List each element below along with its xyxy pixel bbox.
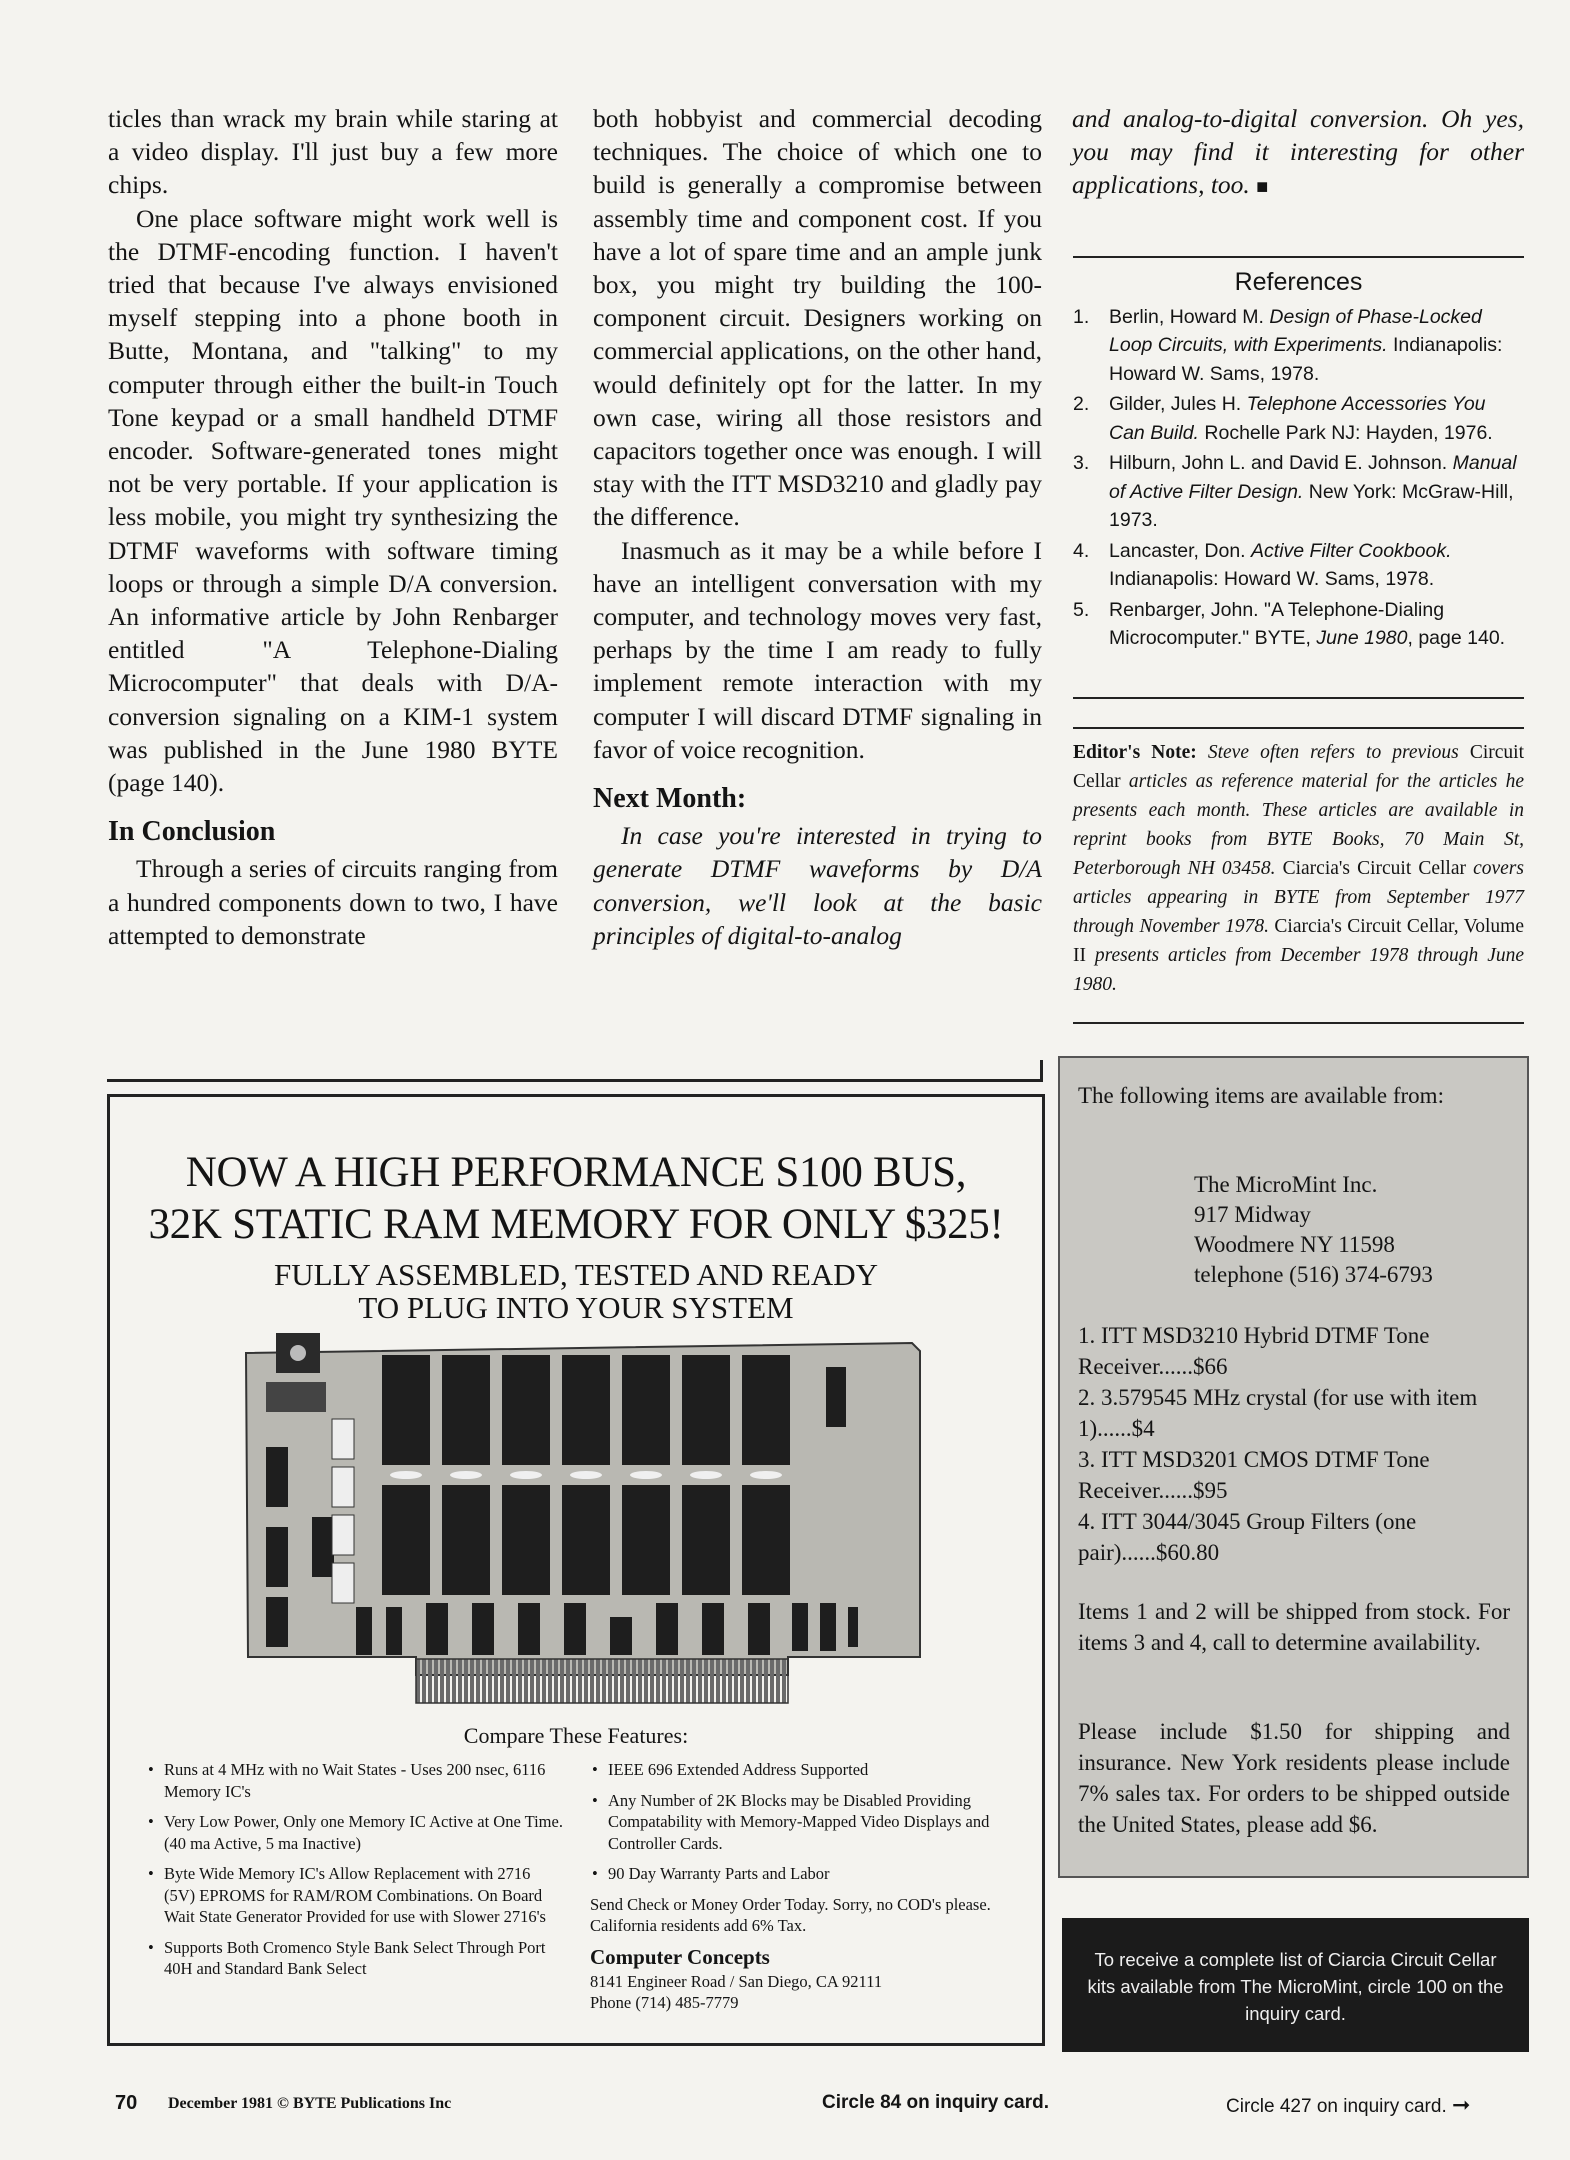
ad-headline-2: 32K STATIC RAM MEMORY FOR ONLY $325! [148, 1201, 1004, 1248]
reference-number: 2. [1073, 393, 1090, 415]
stock-note: Items 1 and 2 will be shipped from stock. For items 3 and 4, call to determine availability. [1078, 1599, 1510, 1655]
reference-number: 5. [1073, 598, 1090, 621]
reference-item [1073, 537, 1524, 594]
reference-author: Renbarger, John. "A Telephone-Dialing Microcomputer." BYTE, [1109, 598, 1445, 649]
editors-note-text: Ciarcia's Circuit Cellar, Volume II [1073, 916, 1524, 966]
reference-publisher: New York: McGraw-Hill, 1973. [1109, 480, 1514, 531]
ad-subhead-1: FULLY ASSEMBLED, TESTED AND READY [273, 1257, 878, 1292]
s100-memory-board-photo [236, 1327, 924, 1707]
article-bottom-rule [107, 1079, 1042, 1082]
col2-paragraph-1: both hobbyist and commercial decoding techniques. The choice of which one to build is generally a compromise between assembly time and component cost. If you have a lot of spare time and an ample junk box, you might try building the 100-component circuit. Designers working on commercial applications, on the other hand, would definitely opt for the latter. In my own case, wiring all those resistors and capacitors together once was enough. I will stay with the ITT MSD3210 and gladly pay the difference. [593, 104, 1042, 532]
col2-paragraph-3: In case you're interested in trying to generate DTMF waveforms by D/A conversion, we'll look at the basic principles of digital-to-analog [593, 821, 1042, 950]
order-item: 2. 3.579545 MHz crystal (for use with item 1)......$4 [1078, 1385, 1478, 1441]
ad-subhead-2: TO PLUG INTO YOUR SYSTEM [358, 1290, 794, 1325]
feature-item: • 90 Day Warranty Parts and Labor [590, 1863, 1008, 1885]
reference-item [1073, 303, 1524, 389]
address-line: 917 Midway [1194, 1202, 1311, 1227]
circle-84-inquiry: Circle 84 on inquiry card. [822, 2092, 1050, 2113]
col2-paragraph-2: Inasmuch as it may be a while before I have an intelligent conversation with my computer, and technology moves very fast, perhaps by the time I am ready to fully implement remote interaction with my computer I will discard DTMF signaling in favor of voice recognition. [593, 535, 1042, 764]
reference-title: Active Filter Cookbook. [1251, 539, 1452, 562]
features-right-list [590, 1759, 1008, 1885]
features-left-list [146, 1759, 564, 1980]
reference-publisher: Indianapolis: Howard W. Sams, 1978. [1109, 334, 1503, 385]
references-bottom-rule [1073, 697, 1524, 699]
reference-title: Manual of Active Filter Design. [1109, 452, 1517, 503]
company-phone: Phone (714) 485-7779 [590, 1993, 739, 2012]
feature-item: • Byte Wide Memory IC's Allow Replacement with 2716 (5V) EPROMS for RAM/ROM Combinations. On Board Wait State Generator Provided for use with Slower 2716's [146, 1863, 564, 1928]
order-note: Send Check or Money Order Today. Sorry, no COD's please. California residents add 6% Tax. [590, 1894, 991, 1935]
micromint-order-box [1058, 1056, 1529, 1878]
feature-item: • Runs at 4 MHz with no Wait States - Uses 200 nsec, 6116 Memory IC's [146, 1759, 564, 1802]
shipping-note: Please include $1.50 for shipping and insurance. New York residents please include 7% sales tax. For orders to be shipped outside the United States, please add $6. [1078, 1719, 1510, 1837]
address-line: Woodmere NY 11598 [1194, 1232, 1395, 1257]
order-item: 1. ITT MSD3210 Hybrid DTMF Tone Receiver......$66 [1078, 1323, 1430, 1379]
references-section [1073, 268, 1524, 655]
reference-author: Berlin, Howard M. [1109, 305, 1270, 328]
article-column-3 [1072, 102, 1524, 205]
address-line: The MicroMint Inc. [1194, 1172, 1378, 1197]
reference-item [1073, 596, 1524, 653]
reference-publisher: , page 140. [1407, 627, 1506, 649]
issue-line: December 1981 © BYTE Publications Inc [168, 2095, 452, 2112]
feature-item: • IEEE 696 Extended Address Supported [590, 1759, 1008, 1781]
feature-item: • Any Number of 2K Blocks may be Disabled Providing Compatability with Memory-Mapped Video Displays and Controller Cards. [590, 1790, 1008, 1855]
page-number: 70 [115, 2092, 138, 2114]
references-title: References [1234, 268, 1363, 296]
company-address: 8141 Engineer Road / San Diego, CA 92111 [590, 1971, 883, 1991]
reference-item [1073, 449, 1524, 535]
order-intro: The following items are available from: [1078, 1083, 1444, 1108]
ad-headline-1: NOW A HIGH PERFORMANCE S100 BUS, [185, 1149, 967, 1196]
reference-item [1073, 390, 1524, 447]
memory-board-advertisement [107, 1094, 1045, 2046]
editors-note-text: Ciarcia's Circuit Cellar [1282, 858, 1466, 879]
references-top-rule [1073, 256, 1524, 258]
editors-note-label: Editor's Note: [1073, 742, 1197, 763]
compare-features-heading: Compare These Features: [463, 1723, 689, 1748]
article-side-rule [1040, 1060, 1043, 1082]
references-list [1073, 303, 1524, 653]
editors-note-text: presents articles from December 1978 through June 1980. [1073, 945, 1524, 995]
reference-number: 3. [1073, 452, 1090, 474]
col1-paragraph-3: Through a series of circuits ranging from a hundred components down to two, I have attempted to demonstrate [108, 854, 558, 950]
reference-number: 1. [1073, 305, 1090, 328]
order-item: 3. ITT MSD3201 CMOS DTMF Tone Receiver......$95 [1078, 1447, 1430, 1503]
reference-author: Lancaster, Don. [1109, 539, 1252, 562]
circle-427-inquiry [1226, 2092, 1470, 2118]
section-heading-next-month: Next Month: [593, 783, 747, 815]
features-left-column [146, 1759, 564, 1989]
editors-note-text: articles as reference material for the articles he presents each month. These articles are available in reprint books from BYTE Books, 70 Main St, Peterborough NH 03458. [1073, 771, 1524, 879]
address-line: telephone (516) 374-6793 [1194, 1262, 1433, 1287]
col3-text: and analog-to-digital conversion. Oh yes, you may find it interesting for other applications, too. [1072, 104, 1524, 200]
order-items [1078, 1320, 1510, 1568]
reference-publisher: Rochelle Park NJ: Hayden, 1976. [1198, 421, 1493, 444]
reference-number: 4. [1073, 539, 1090, 562]
reference-title: Design of Phase-Locked Loop Circuits, with Experiments. [1109, 305, 1482, 356]
reference-title: June 1980 [1316, 627, 1408, 649]
feature-item: • Very Low Power, Only one Memory IC Active at One Time. (40 ma Active, 5 ma Inactive) [146, 1811, 564, 1854]
right-arrow-icon: ➞ [1452, 2092, 1471, 2117]
reference-author: Gilder, Jules H. [1109, 393, 1247, 415]
reference-publisher: Indianapolis: Howard W. Sams, 1978. [1109, 568, 1435, 590]
order-item: 4. ITT 3044/3045 Group Filters (one pair)......$60.80 [1078, 1509, 1417, 1565]
kits-list-box [1062, 1918, 1529, 2052]
features-right-column [590, 1759, 1008, 2014]
editors-note [1073, 738, 1524, 999]
editors-note-text: Steve often refers to previous [1196, 742, 1470, 763]
section-heading-in-conclusion: In Conclusion [108, 816, 276, 848]
col1-paragraph-2: One place software might work well is the DTMF-encoding function. I haven't tried that because I've always envisioned myself stepping into a phone booth in Butte, Montana, and "talking" to my computer through either the built-in Touch Tone keypad or a small handheld DTMF encoder. Software-generated tones might not be very portable. If your application is less mobile, you might try synthesizing the DTMF waveforms with software timing loops or through a simple D/A conversion. An informative article by John Renbarger entitled "A Telephone-Dialing Microcomputer" that deals with D/A-conversion signaling on a KIM-1 system was published in the June 1980 BYTE (page 140). [108, 203, 558, 798]
article-column-1 [108, 102, 558, 952]
editors-note-text: covers articles appearing in BYTE from September 1977 through November 1978. [1073, 858, 1524, 937]
article-column-2 [593, 102, 1042, 952]
reference-title: Telephone Accessories You Can Build. [1109, 393, 1486, 444]
circle-427-text: Circle 427 on inquiry card. [1226, 2096, 1447, 2117]
editors-note-top-rule [1073, 727, 1524, 729]
editors-note-bottom-rule [1073, 1022, 1524, 1024]
feature-item: • Supports Both Cromenco Style Bank Select Through Port 40H and Standard Bank Select [146, 1937, 564, 1980]
col3-paragraph-1 [1072, 102, 1524, 205]
editors-note-text: Circuit Cellar [1073, 742, 1524, 792]
col1-paragraph-1: ticles than wrack my brain while staring at a video display. I'll just buy a few more chips. [108, 104, 558, 200]
micromint-address [1194, 1170, 1514, 1290]
end-mark: ■ [1256, 176, 1269, 199]
reference-author: Hilburn, John L. and David E. Johnson. [1109, 452, 1453, 474]
kits-list-text: To receive a complete list of Ciarcia Circuit Cellar kits available from The MicroMint, circle 100 on the inquiry card. [1087, 1949, 1504, 2024]
company-name: Computer Concepts [590, 1944, 770, 1969]
